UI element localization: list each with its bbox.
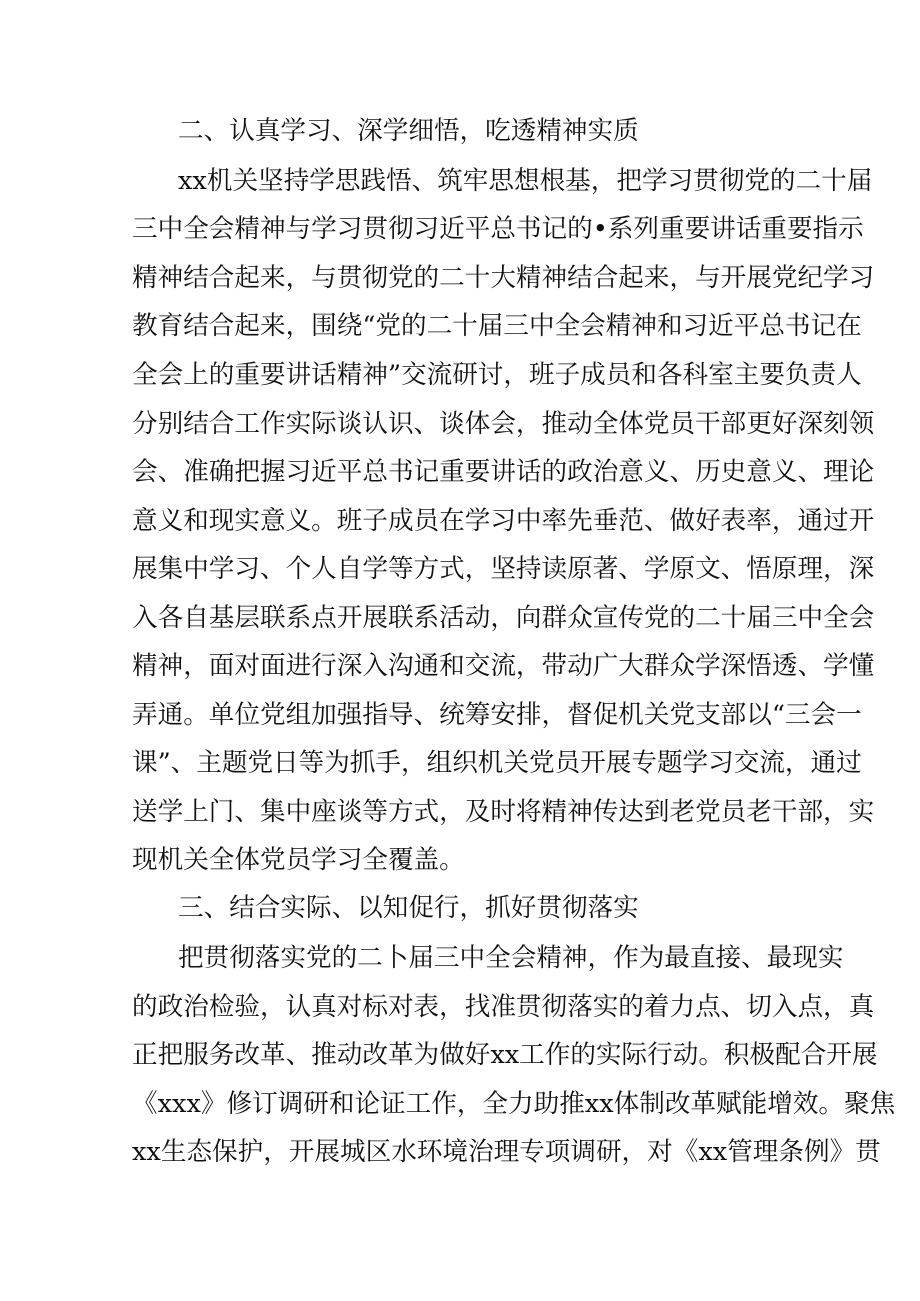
paragraph-line: 精神结合起来，与贯彻党的二十大精神结合起来，与开展党纪学习 — [132, 263, 875, 293]
paragraph-line: xx生态保护，开展城区水环境治理专项调研，对《xx管理条例》贯 — [132, 1137, 881, 1167]
paragraph-line: 课”、主题党日等为抓手，组织机关党员开展专题学习交流，通过 — [132, 748, 862, 778]
paragraph-line: 精神，面对面进行深入沟通和交流，带动广大群众学深悟透、学懂 — [132, 651, 875, 681]
paragraph-line: 会、准确把握习近平总书记重要讲话的政治意义、历史意义、理论 — [132, 457, 875, 487]
paragraph-line: 入各自基层联系点开展联系活动，向群众宣传党的二十届三中全会 — [132, 603, 875, 633]
paragraph-line: 展集中学习、个人自学等方式，坚持读原著、学原文、悟原理，深 — [132, 554, 875, 584]
paragraph-line: 全会上的重要讲话精神”交流研讨，班子成员和各科室主要负责人 — [132, 360, 862, 390]
paragraph-line: 《xxx》修订调研和论证工作，全力助推xx体制改革赋能增效。聚焦 — [132, 1089, 896, 1119]
paragraph-line: 三中全会精神与学习贯彻习近平总书记的•系列重要讲话重要指示 — [132, 214, 864, 244]
paragraph-line: 的政治检验，认真对标对表，找准贯彻落实的着力点、切入点，真 — [132, 992, 875, 1022]
paragraph-line: 弄通。单位党组加强指导、统筹安排，督促机关党支部以“三会一 — [132, 700, 862, 730]
paragraph-line: 正把服务改革、推动改革为做好xx工作的实际行动。积极配合开展 — [132, 1040, 878, 1070]
paragraph-line: 把贯彻落实党的二卜届三中全会精神，作为最直接、最现实 — [178, 943, 844, 973]
paragraph-line: 送学上门、集中座谈等方式，及时将精神传达到老党员老干部，实 — [132, 797, 875, 827]
section-heading: 二、认真学习、深学细悟，吃透精神实质 — [178, 116, 639, 146]
paragraph-line: 意义和现实意义。班子成员在学习中率先垂范、做好表率，通过开 — [132, 506, 875, 536]
paragraph-line: 分别结合工作实际谈认识、谈体会，推动全体党员干部更好深刻领 — [132, 409, 875, 439]
paragraph-line: 教育结合起来，围绕“党的二十届三中全会精神和习近平总书记在 — [132, 311, 862, 341]
paragraph-line: xx机关坚持学思践悟、筑牢思想根基，把学习贯彻党的二十届 — [178, 166, 873, 196]
section-heading: 三、结合实际、以知促行，抓好贯彻落实 — [178, 893, 639, 923]
paragraph-line: 现机关全体党员学习全覆盖。 — [132, 845, 465, 875]
